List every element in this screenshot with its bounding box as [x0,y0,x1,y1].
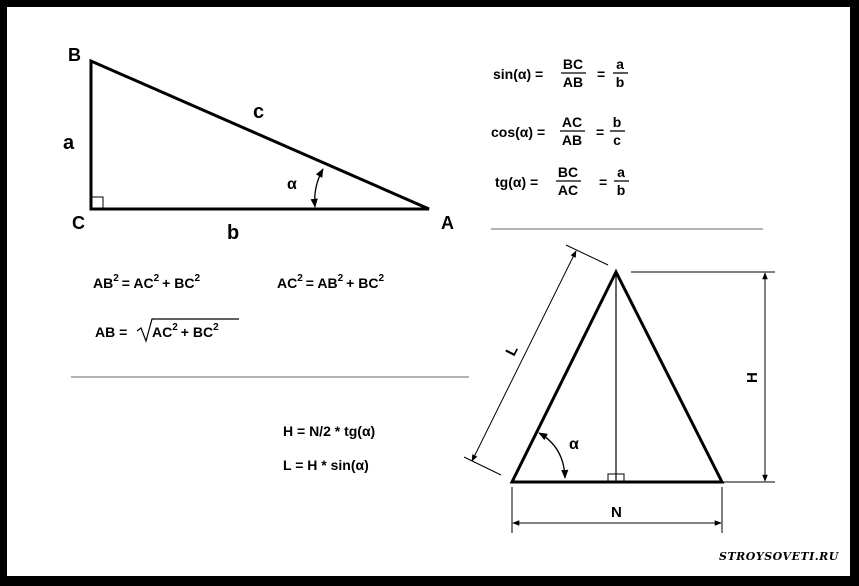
sin-num2: a [616,56,624,72]
cos-num1: AC [561,114,583,130]
dimension-l-line [472,251,576,461]
side-c-label: c [253,101,265,123]
tg-den2: b [616,182,626,198]
dimension-l-tick-bottom [464,457,501,475]
pythagoras-eq3-lhs: AB = [95,324,128,340]
sin-den2: b [615,74,625,90]
isosceles-triangle-shape [512,272,722,482]
diagram-svg [1,1,859,586]
dimension-l-tick-top [566,245,608,265]
cos-den1: AB [561,132,583,148]
isosceles-angle-label: α [569,436,579,453]
right-triangle-shape [91,61,429,209]
h-formula: H = N/2 * tg(α) [283,423,376,439]
cos-eq2: = [596,124,605,140]
right-triangle [63,45,454,244]
cos-num2: b [612,114,622,130]
dimension-n-label: N [611,504,622,521]
vertex-c-label: C [72,213,85,233]
cos-den2: c [613,132,621,148]
pythagoras-formulas [93,273,384,341]
isosceles-angle-arc [539,433,565,478]
pythagoras-eq2: $AC^2 = AB^2 + BC^2$ [277,273,384,291]
cos-formula [491,114,625,148]
tg-num1: BC [557,164,579,180]
right-angle-mark [91,197,103,209]
sin-name: sin(α) = [493,66,544,82]
l-formula: L = H * sin(α) [283,457,369,473]
tg-eq2: = [599,174,608,190]
tg-formula [495,164,629,198]
side-a-label: a [63,132,75,154]
cos-name: cos(α) = [491,124,546,140]
dimension-h-label: H [744,372,761,383]
diagram-canvas [6,6,851,577]
tg-name: tg(α) = [495,174,539,190]
vertex-a-label: A [441,213,454,233]
side-b-label: b [227,222,240,244]
pythagoras-eq3-radicand: $AC^2 + BC^2$ [152,322,219,340]
watermark: STROYSOVETI.RU [719,550,839,563]
vertex-b-label: B [68,45,81,65]
tg-num2: a [617,164,625,180]
angle-alpha-label: α [287,176,297,193]
trig-formulas [491,56,629,198]
sin-formula [493,56,628,90]
sin-eq2: = [597,66,606,82]
angle-alpha-arc [315,169,323,207]
sin-den1: AB [562,74,584,90]
dimension-l-label: L [502,342,522,359]
tg-den1: AC [557,182,579,198]
sin-num1: BC [562,56,584,72]
isosceles-triangle [464,245,775,533]
pythagoras-eq1: $AB^2 = AC^2 + BC^2$ [93,273,200,291]
